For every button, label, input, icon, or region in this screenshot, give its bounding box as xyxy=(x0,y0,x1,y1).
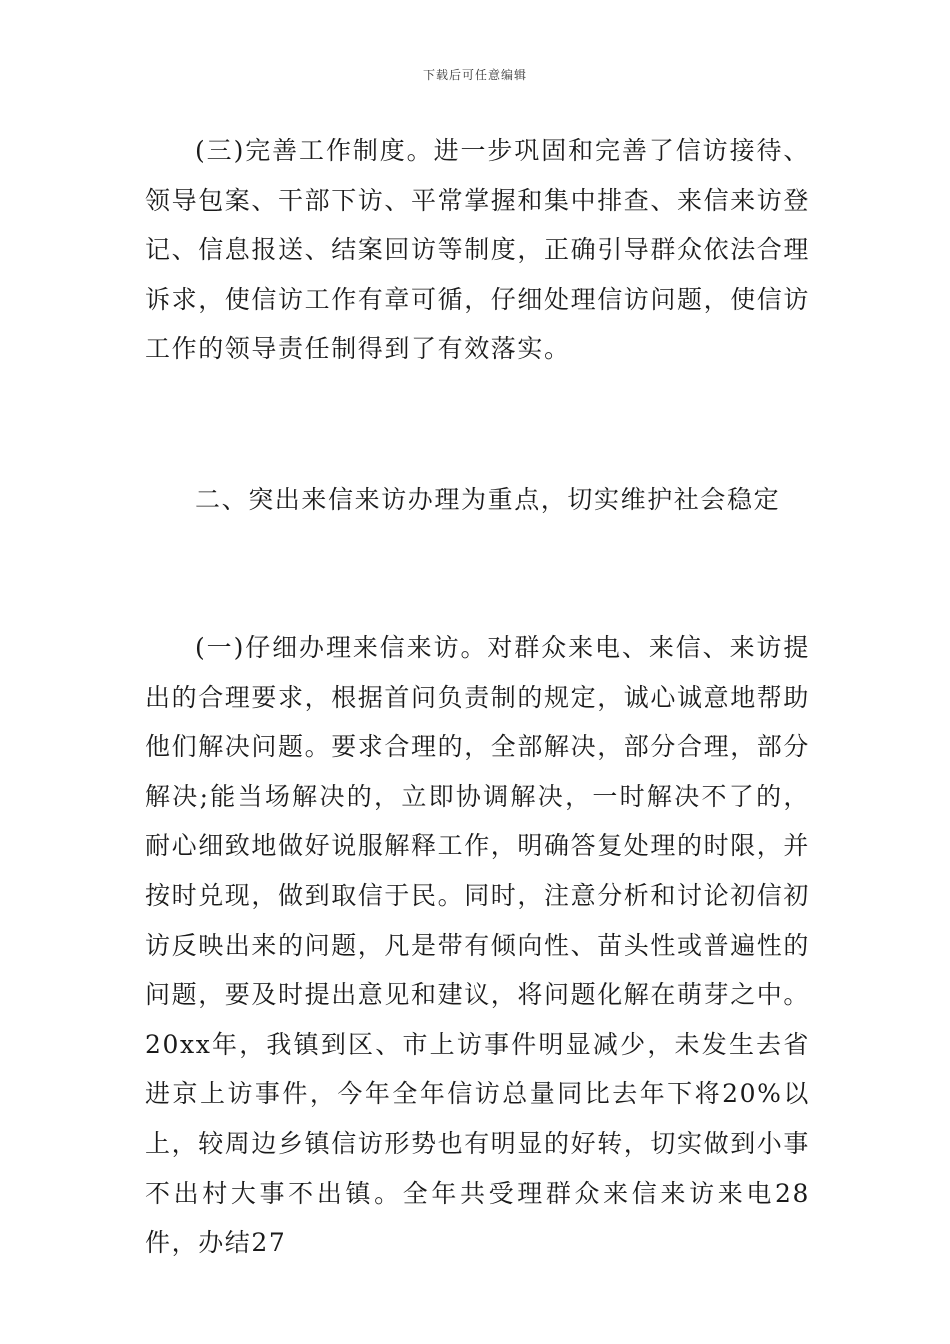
page-header-note: 下载后可任意编辑 xyxy=(422,68,527,82)
paragraph-work-system: (三)完善工作制度。进一步巩固和完善了信访接待、领导包案、干部下访、平常掌握和集中排查、来信来访登记、信息报送、结案回访等制度，正确引导群众依法合理诉求，使信访工作有章可循，仔细处理信访问题，使信访工作的领导责任制得到了有效落实。 xyxy=(145,136,811,364)
paragraph-handling-visits: (一)仔细办理来信来访。对群众来电、来信、来访提出的合理要求，根据首问负责制的规定，诚心诚意地帮助他们解决问题。要求合理的，全部解决，部分合理，部分解决;能当场解决的，立即协调解决，一时解决不了的，耐心细致地做好说服解释工作，明确答复处理的时限，并按时兑现，做到取信于民。同时，注意分析和讨论初信初访反映出来的问题，凡是带有倾向性、苗头性或普遍性的问题，要及时提出意见和建议，将问题化解在萌芽之中。20xx年，我镇到区、市上访事件明显减少，未发生去省进京上访事件，今年全年信访总量同比去年下将20%以上，较周边乡镇信访形势也有明显的好转，切实做到小事不出村大事不出镇。全年共受理群众来信来访来电28件，办结27 xyxy=(145,633,811,1258)
section-heading-2: 二、突出来信来访办理为重点，切实维护社会稳定 xyxy=(195,485,781,514)
